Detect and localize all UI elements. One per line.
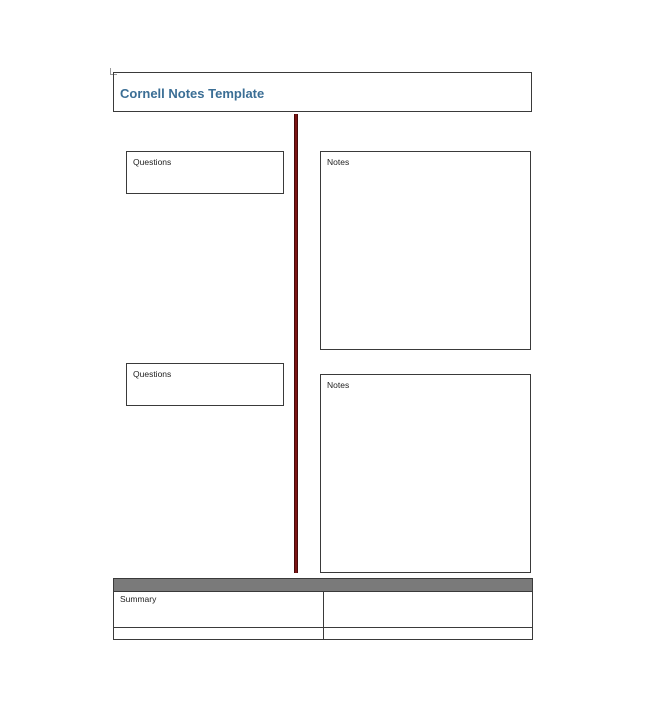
questions-box-2[interactable] <box>126 363 284 406</box>
summary-column-divider <box>323 591 324 639</box>
summary-label: Summary <box>120 594 157 604</box>
questions-label-1: Questions <box>133 157 172 167</box>
summary-table <box>113 578 533 640</box>
notes-box-2[interactable] <box>320 374 531 573</box>
questions-label-2: Questions <box>133 369 172 379</box>
title-box[interactable] <box>113 72 532 112</box>
questions-box-1[interactable] <box>126 151 284 194</box>
summary-cell-bottom-right[interactable] <box>324 628 532 639</box>
notes-box-1[interactable] <box>320 151 531 350</box>
summary-cell-top-right[interactable] <box>324 592 532 627</box>
notes-label-1: Notes <box>327 157 350 167</box>
document-title: Cornell Notes Template <box>120 86 265 101</box>
column-divider-line <box>294 114 298 573</box>
summary-cell-bottom-left[interactable] <box>114 628 323 639</box>
summary-row-divider <box>114 627 532 628</box>
notes-label-2: Notes <box>327 380 350 390</box>
